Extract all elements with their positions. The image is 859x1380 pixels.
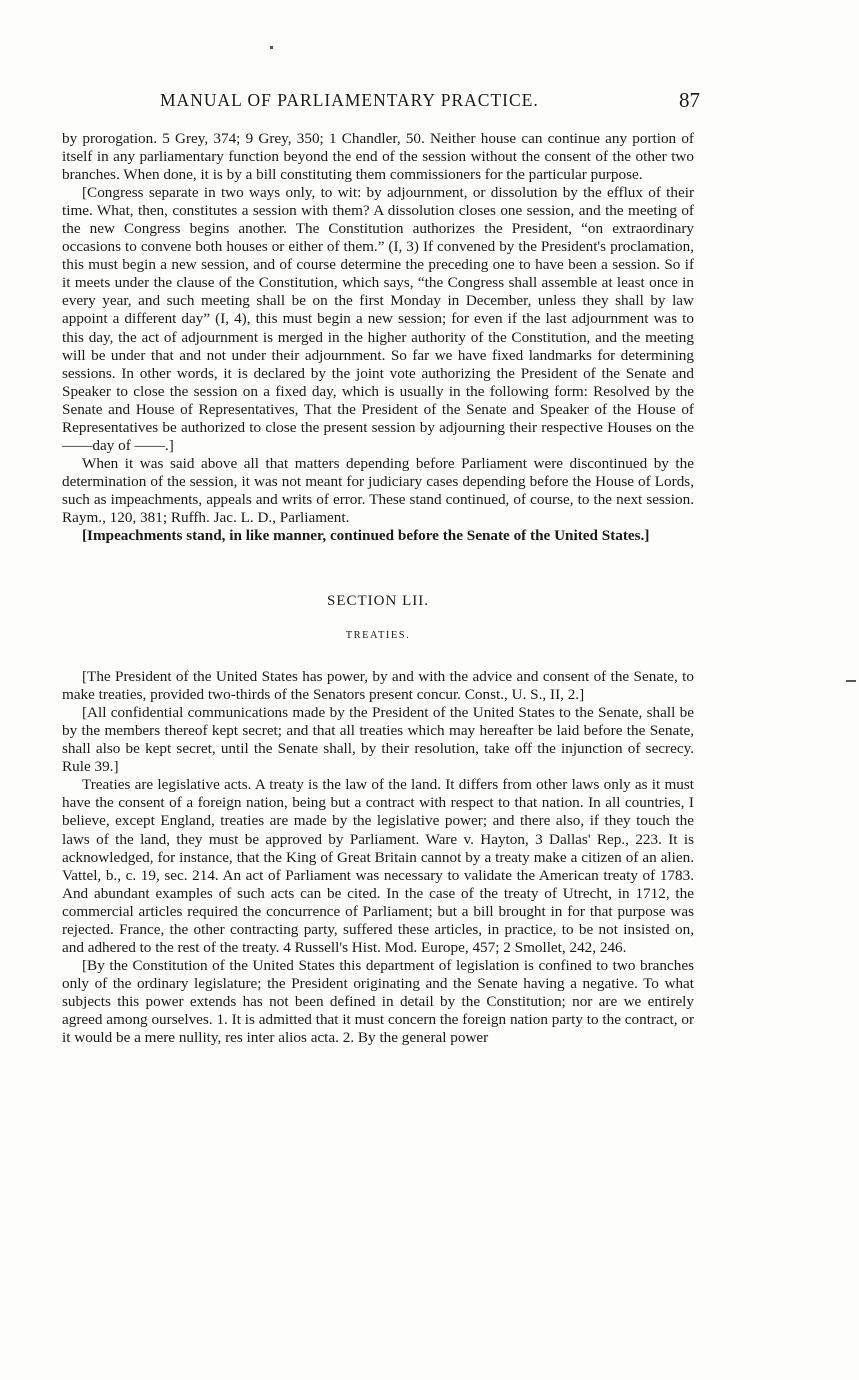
page-number: 87 (679, 88, 700, 112)
paragraph-prorogation: by prorogation. 5 Grey, 374; 9 Grey, 350; 1 Chandler, 50. Neither house can continue any portion of itself in any parliamentary function beyond the end of the session without the consent of the other two branches. When done, it is by a bill constituting them commissioners for the particular purpose. (62, 130, 694, 184)
paragraph-judiciary-cases: When it was said above all that matters depending before Parliament were discontinued by the determination of the session, it was not meant for judiciary cases depending before the House of Lords, such as impeachments, appeals and writs of error. These stand continued, of course, to the next session. Raym., 120, 381; Ruffh. Jac. L. D., Parliament. (62, 454, 694, 526)
paragraph-constitution-legislation: [By the Constitution of the United States this department of legislation is confined to two branches only of the ordinary legislature; the President originating and the Senate having a negative. To what subjects this power extends has not been defined in detail by the Constitution; nor are we entirely agreed among ourselves. 1. It is admitted that it must concern the foreign nation party to the contract, or it would be a mere nullity, res inter alios acta. 2. By the general power (62, 956, 694, 1047)
paragraph-legislative-acts: Treaties are legislative acts. A treaty is the law of the land. It differs from other laws only as it must have the consent of a foreign nation, being but a contract with respect to that nation. In all countries, I believe, except England, treaties are made by the legislative power; and there also, if they touch the laws of the land, they must be approved by Parliament. Ware v. Hayton, 3 Dallas' Rep., 223. It is acknowledged, for instance, that the King of Great Britain cannot by a treaty make a citizen of an alien. Vattel, b., c. 19, sec. 214. An act of Parliament was necessary to validate the American treaty of 1783. And abundant examples of such acts can be cited. In the case of the treaty of Utrecht, in 1712, the commercial articles required the concurrence of Parliament; but a bill brought in for that purpose was rejected. France, the other contracting party, suffered these articles, in practice, to be not insisted on, and adhered to the rest of the treaty. 4 Russell's Hist. Mod. Europe, 457; 2 Smollet, 242, 246. (62, 776, 694, 956)
paragraph-congress-sessions: [Congress separate in two ways only, to wit: by adjournment, or dissolution by the efflux of their time. What, then, constitutes a session with them? A dissolution closes one session, and the meeting of the new Congress begins another. The Constitution authorizes the President, “on extraordinary occasions to convene both houses or either of them.” (I, 3) If convened by the President's proclamation, this must begin a new session, and of course determine the preceding one to have been a session. So if it meets under the clause of the Constitution, which says, “the Congress shall assemble at least once in every year, and such meeting shall be on the first Monday in December, unless they shall by law appoint a different day” (I, 4), this must begin a new session; for even if the last adjournment was to this day, the act of adjournment is merged in the higher authority of the Constitution, and the meeting will be under that and not under their adjournment. So far we have fixed landmarks for determining sessions. In other words, it is declared by the joint vote authorizing the President of the Senate and Speaker to close the session on a fixed day, which is usually in the following form: Resolved by the Senate and House of Representatives, That the President of the Senate and Speaker of the House of Representatives be authorized to close the present session by adjourning their respective Houses on the ——day of ——.] (62, 184, 694, 454)
speck-top (270, 46, 273, 49)
paragraph-impeachments: [Impeachments stand, in like manner, continued before the Senate of the United States.] (82, 527, 650, 545)
body-text-top (62, 130, 694, 545)
paragraph-treaty-power: [The President of the United States has power, by and with the advice and consent of the Senate, to make treaties, provided two-thirds of the Senators present concur. Const., U. S., II, 2.] (62, 668, 694, 704)
section-heading: SECTION LII. (327, 593, 429, 610)
speck-right (846, 680, 856, 682)
book-page (62, 88, 700, 1047)
page-header (62, 88, 700, 114)
paragraph-confidential: [All confidential communications made by the President of the United States to the Senate, shall be by the members thereof kept secret; and that all treaties which may hereafter be laid before the Senate, shall also be kept secret, until the Senate shall, by their resolution, take off the injunction of secrecy. Rule 39.] (62, 704, 694, 776)
section-subheading: TREATIES. (345, 630, 411, 642)
body-text-section (62, 668, 694, 1047)
running-head: MANUAL OF PARLIAMENTARY PRACTICE. (160, 90, 539, 110)
